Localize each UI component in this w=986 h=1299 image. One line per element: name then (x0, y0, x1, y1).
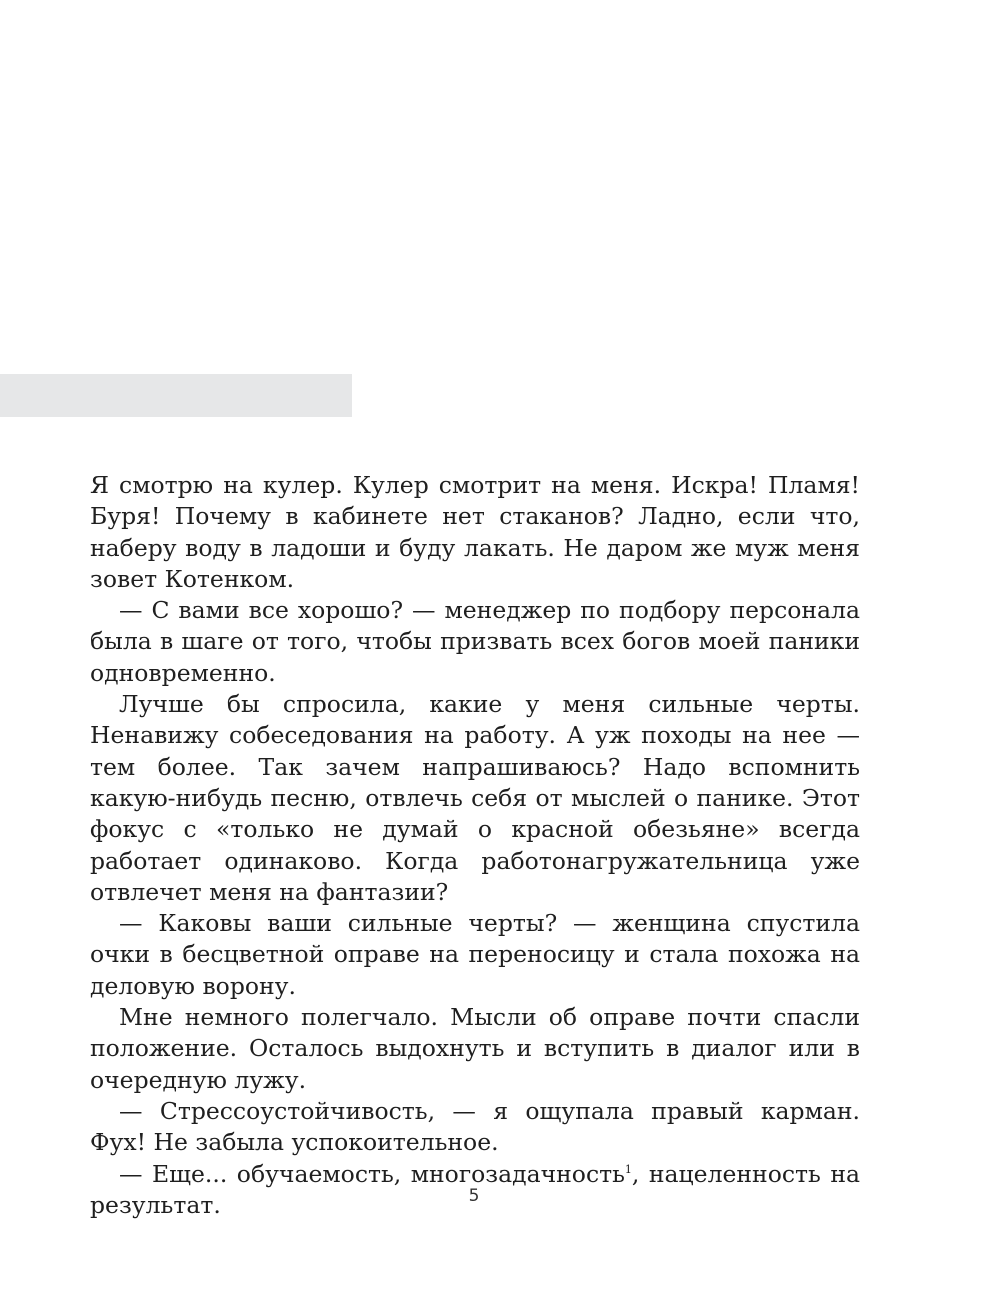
paragraph: — С вами все хорошо? — менеджер по подбору персонала была в шаге от того, чтобы призвать всех богов моей паники одновременно. (90, 596, 860, 687)
body-text (90, 470, 860, 1221)
paragraph: — Стрессоустойчивость, — я ощупала правый карман. Фух! Не забыла успокоительное. (90, 1096, 860, 1157)
paragraph-text: , нацеленность на результат. (90, 1159, 860, 1219)
footnote-mark[interactable]: 1 (624, 1162, 632, 1176)
paragraph-text: — Еще... обучаемость, многозадачность (119, 1159, 625, 1188)
chapter-title-band (0, 374, 352, 417)
paragraph: Лучше бы спросила, какие у меня сильные черты. Ненавижу собеседования на работу. А уж походы на нее — тем более. Так зачем напрашиваюсь? Надо вспомнить какую-нибудь песню, отвлечь себя от мыслей о панике. Этот фокус с «только не думай о красной обезьяне» всегда работает одинаково. Когда работонагружательница уже отвлечет меня на фантазии? (90, 690, 860, 906)
paragraph: Я смотрю на кулер. Кулер смотрит на меня. Искра! Пламя! Буря! Почему в кабинете нет стаканов? Ладно, если что, наберу воду в ладоши и буду лакать. Не даром же муж меня зовет Котенком. (90, 471, 860, 593)
page-number: 5 (468, 1186, 480, 1206)
paragraph: Мне немного полегчало. Мысли об оправе почти спасли положение. Осталось выдохнуть и вступить в диалог или в очередную лужу. (90, 1003, 860, 1094)
paragraph: — Каковы ваши сильные черты? — женщина спустила очки в бесцветной оправе на переносицу и стала похожа на деловую ворону. (90, 909, 860, 1000)
